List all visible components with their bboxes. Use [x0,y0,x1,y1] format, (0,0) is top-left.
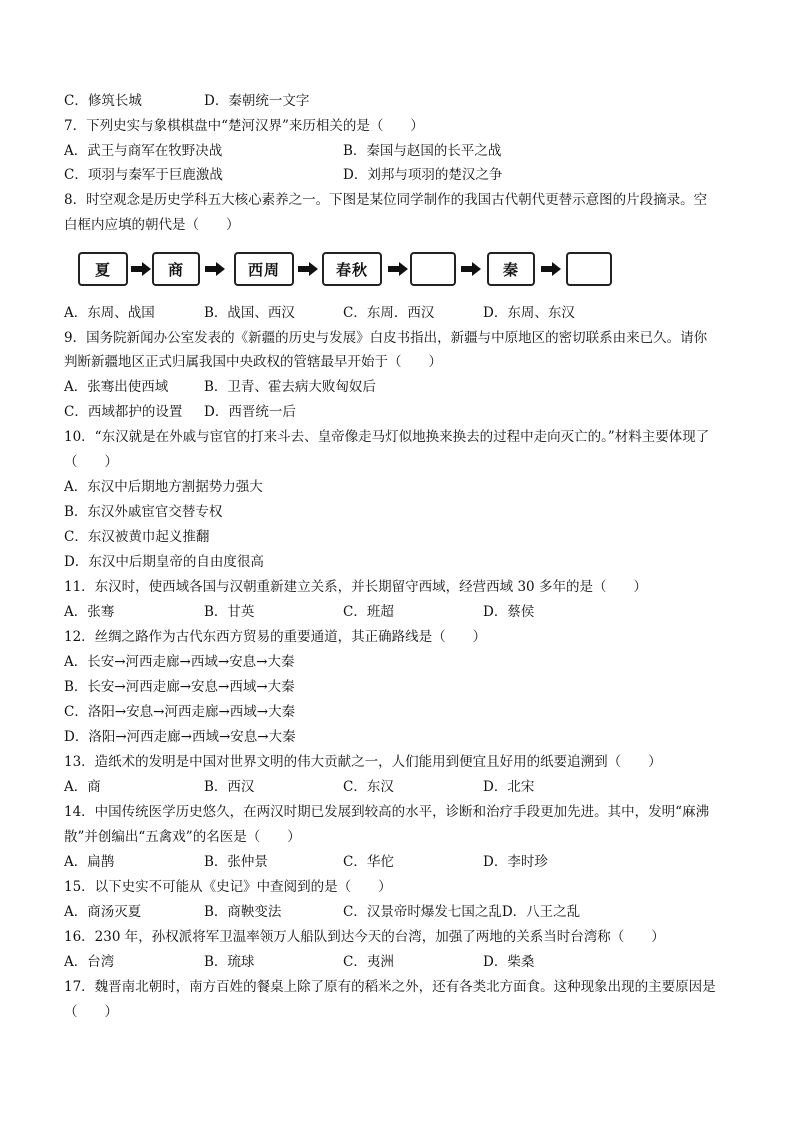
q16-stem: 16．230 年，孙权派将军卫温率领万人船队到达今天的台湾，加强了两地的关系当时台湾称（ ） [64,929,665,945]
q10-option-d: D．东汉中后期皇帝的自由度很高 [64,554,264,570]
arrow-icon [388,262,408,276]
q8-option-c: C．东周．西汉 [343,305,435,321]
q10-option-a: A．东汉中后期地方割据势力强大 [64,479,263,495]
q14-option-b: B．张仲景 [204,854,268,870]
q9-option-b: B．卫青、霍去病大败匈奴后 [204,379,376,395]
dynasty-box-shang: 商 [152,252,200,286]
q15-option-c-d: C．汉景帝时爆发七国之乱D．八王之乱 [343,904,581,920]
q15-option-b: B．商鞅变法 [204,904,282,920]
q14-option-a: A．扁鹊 [64,854,115,870]
q14-option-c: C．华佗 [343,854,394,870]
dynasty-box-qin: 秦 [487,252,535,286]
q11-option-b: B．甘英 [204,604,255,620]
q8-stem-line1: 8．时空观念是历史学科五大核心素养之一。下图是某位同学制作的我国古代朝代更替示意图的片段摘录。空 [64,192,708,208]
arrow-icon [541,262,561,276]
q9-stem-line2: 判断新疆地区正式归属我国中央政权的管辖最早开始于（ ） [64,354,442,370]
q10-option-b: B．东汉外戚宦官交替专权 [64,504,223,520]
q8-option-d: D．东周、东汉 [483,305,575,321]
q10-stem-line2: （ ） [64,454,118,470]
q9-stem-line1: 9．国务院新闻办公室发表的《新疆的历史与发展》白皮书指出，新疆与中原地区的密切联系由来已久。请你 [64,330,708,346]
q9-option-d: D．西晋统一后 [204,404,296,420]
dynasty-box-chunqiu: 春秋 [322,252,382,286]
q16-option-a: A．台湾 [64,954,115,970]
q12-option-c: C．洛阳→安息→河西走廊→西域→大秦 [64,704,296,720]
arrow-icon [461,262,481,276]
q13-option-d: D．北宋 [483,779,535,795]
q8-option-b: B．战国、西汉 [204,305,295,321]
q12-option-a: A．长安→河西走廊→西域→安息→大秦 [64,654,295,670]
dynasty-box-xizhou: 西周 [234,252,294,286]
q7-option-a: A．武王与商军在牧野决战 [64,143,223,159]
arrow-icon [205,262,225,276]
q11-option-d: D．蔡侯 [483,604,535,620]
q13-stem: 13．造纸术的发明是中国对世界文明的伟大贡献之一，人们能用到便宜且好用的纸要追溯到（ ） [64,754,662,770]
q17-stem-line2: （ ） [64,1004,118,1020]
q13-option-a: A．商 [64,779,101,795]
q14-stem-line1: 14．中国传统医学历史悠久，在两汉时期已发展到较高的水平，诊断和治疗手段更加先进。其中，发明“麻沸 [64,804,710,820]
q12-stem: 12．丝绸之路作为古代东西方贸易的重要通道，其正确路线是（ ） [64,629,487,645]
q16-option-c: C．夷洲 [343,954,394,970]
q8-stem-line2: 白框内应填的朝代是（ ） [64,217,240,233]
q10-option-c: C．东汉被黄巾起义推翻 [64,529,210,545]
q10-stem-line1: 10．“东汉就是在外戚与宦官的打来斗去、皇帝像走马灯似地换来换去的过程中走向灭亡的。”材料主要体现了 [64,429,710,445]
q12-option-d: D．洛阳→河西走廊→西域→安息→大秦 [64,729,296,745]
dynasty-box-blank-2 [566,252,612,286]
q15-option-a: A．商汤灭夏 [64,904,142,920]
q13-option-b: B．西汉 [204,779,255,795]
q11-option-a: A．张骞 [64,604,115,620]
q8-option-a: A．东周、战国 [64,305,155,321]
q9-option-a: A．张骞出使西域 [64,379,169,395]
dynasty-box-xia: 夏 [78,252,128,286]
q7-option-c: C．项羽与秦军于巨鹿激战 [64,167,223,183]
arrow-icon [131,262,151,276]
q16-option-d: D．柴桑 [483,954,535,970]
q7-option-d: D．刘邦与项羽的楚汉之争 [343,167,503,183]
q7-stem: 7．下列史实与象棋棋盘中“楚河汉界”来历相关的是（ ） [64,118,424,134]
q14-stem-line2: 散”并创编出“五禽戏”的名医是（ ） [64,829,301,845]
dynasty-box-blank-1 [410,252,456,286]
q11-option-c: C．班超 [343,604,394,620]
q12-option-b: B．长安→河西走廊→安息→西域→大秦 [64,679,295,695]
q17-stem-line1: 17．魏晋南北朝时，南方百姓的餐桌上除了原有的稻米之外，还有各类北方面食。这种现象出现的主要原因是 [64,979,716,995]
q14-option-d: D．李时珍 [483,854,548,870]
arrow-icon [298,262,318,276]
q16-option-b: B．琉球 [204,954,255,970]
q6-option-d: D．秦朝统一文字 [204,93,310,109]
q9-option-c: C．西域都护的设置 [64,404,183,420]
q13-option-c: C．东汉 [343,779,394,795]
q6-option-c: C．修筑长城 [64,93,142,109]
q11-stem: 11．东汉时，使西域各国与汉朝重新建立关系，并长期留守西域，经营西域 30 多年的是（ ） [64,579,647,595]
q7-option-b: B．秦国与赵国的长平之战 [343,143,502,159]
q15-stem: 15．以下史实不可能从《史记》中查阅到的是（ ） [64,879,392,895]
